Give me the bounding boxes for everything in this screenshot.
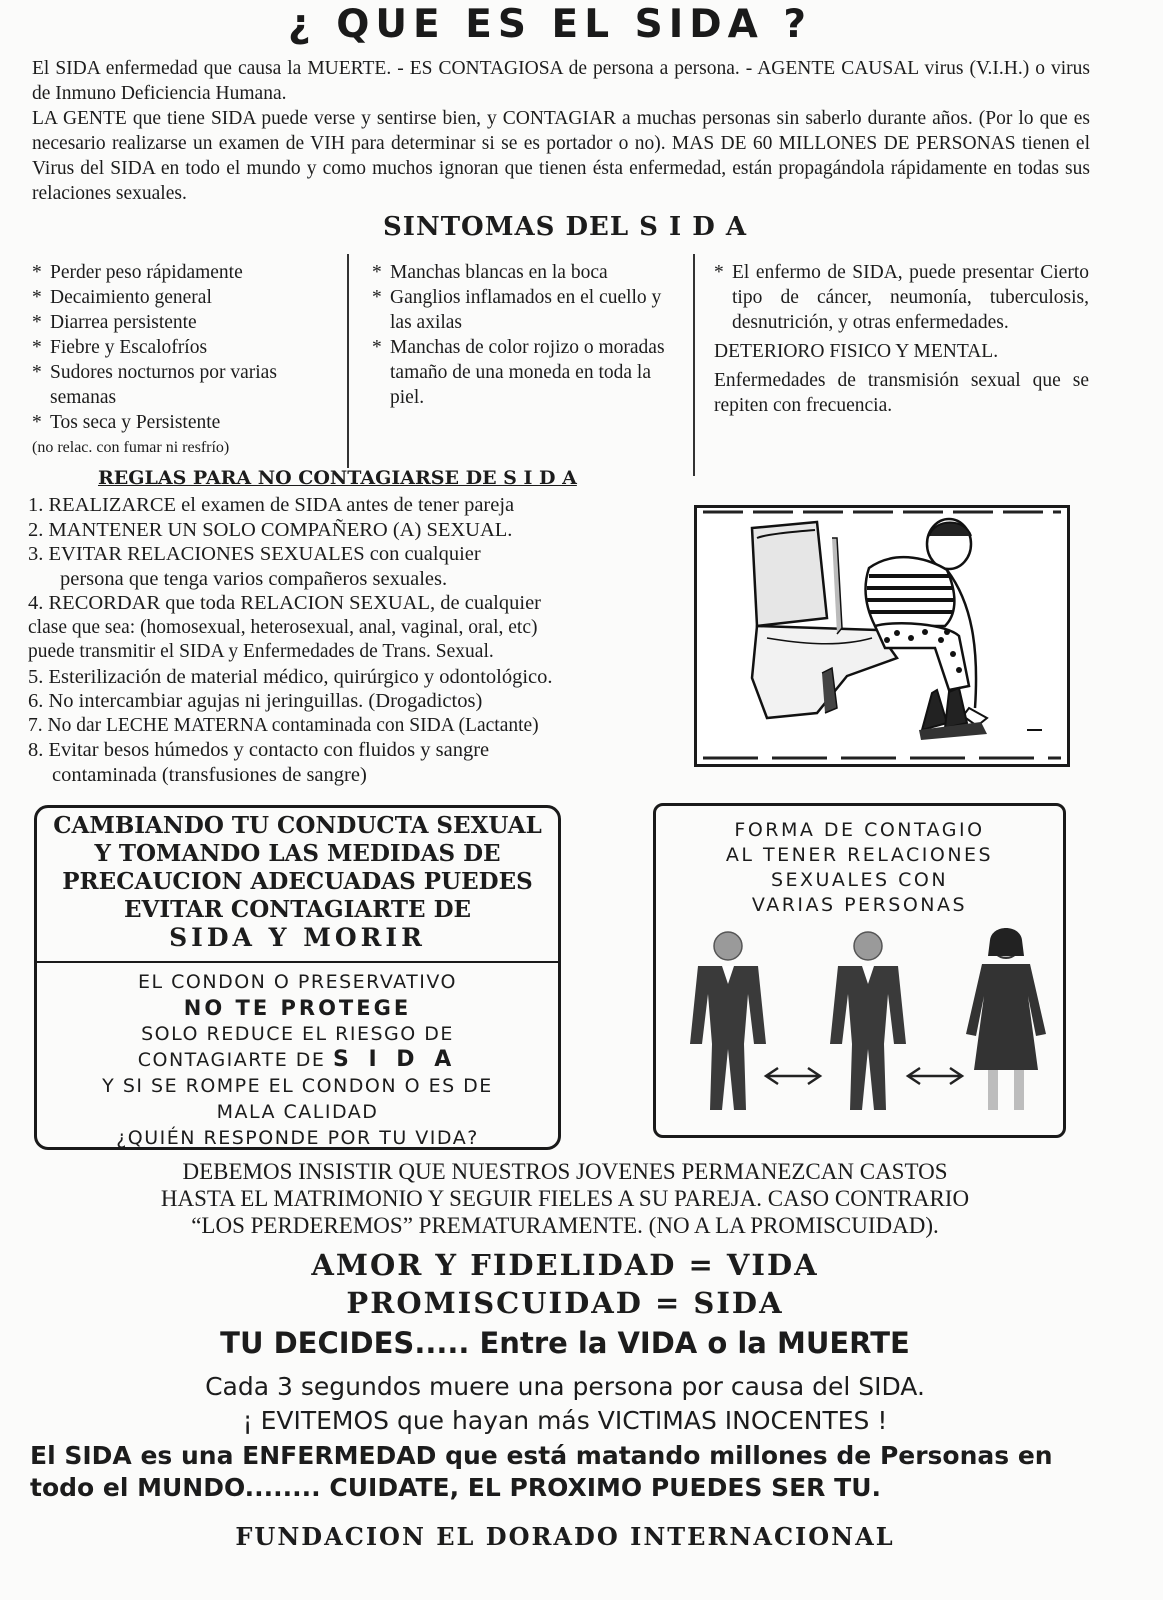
symptoms-heading: SINTOMAS DEL S I D A <box>383 212 747 242</box>
rule-line: puede transmitir el SIDA y Enfermedades de Trans. Sexual. <box>28 641 494 662</box>
asterisk-icon: * <box>32 287 42 308</box>
man-figure-icon <box>690 932 766 1110</box>
symptom-item: * Tos seca y Persistente <box>32 412 221 433</box>
symptom-item: * Manchas de color rojizo o moradas tamaño de una moneda en toda la piel. <box>372 337 665 408</box>
rule-line: 1. REALIZARCE el examen de SIDA antes de tener pareja <box>28 494 515 516</box>
page-title: ¿ QUE ES EL SIDA ? <box>288 2 812 47</box>
asterisk-icon: * <box>32 262 42 283</box>
people-figures <box>656 924 1063 1134</box>
rule-line: 3. EVITAR RELACIONES SEXUALES con cualquier <box>28 543 481 565</box>
rules-heading: REGLAS PARA NO CONTAGIARSE DE S I D A <box>98 467 577 489</box>
sick-person-illustration <box>697 508 1067 764</box>
woman-figure-icon <box>966 928 1046 1110</box>
symptom-note: (no relac. con fumar ni resfrío) <box>32 439 230 456</box>
contagion-heading: FORMA DE CONTAGIO AL TENER RELACIONES SEXUALES CON VARIAS PERSONAS <box>725 819 994 916</box>
symptom-item: * Manchas blancas en la boca <box>372 262 608 283</box>
rules-list <box>28 493 718 787</box>
double-arrow-icon <box>766 1068 820 1084</box>
illustration-sick-person <box>694 505 1070 767</box>
column-divider <box>347 254 349 468</box>
symptoms-column-2 <box>372 260 672 410</box>
asterisk-icon: * <box>372 337 382 358</box>
asterisk-icon: * <box>32 412 42 433</box>
ets-text: Enfermedades de transmisión sexual que se repiten con frecuencia. <box>714 370 1089 416</box>
rule-line: contaminada (transfusiones de sangre) <box>52 763 367 786</box>
decide-line: TU DECIDES..... Entre la VIDA o la MUERTE <box>220 1326 910 1360</box>
condom-message: EL CONDON O PRESERVATIVO NO TE PROTEGE SOLO REDUCE EL RIESGO DE CONTAGIARTE DE S I D A Y SI SE ROMPE EL CONDON O ES DE MALA CALIDAD ¿QUIÉN RESPONDE POR TU VIDA? <box>102 971 493 1149</box>
symptom-item: * Perder peso rápidamente <box>32 262 243 283</box>
column-divider <box>693 254 695 476</box>
asterisk-icon: * <box>32 362 42 383</box>
symptom-item: * Fiebre y Escalofríos <box>32 337 208 358</box>
rule-line: 8. Evitar besos húmedos y contacto con fluidos y sangre <box>28 739 490 761</box>
symptom-text: * El enfermo de SIDA, puede presentar Cierto tipo de cáncer, neumonía, tuberculosis, desnutrición, y otras enfermedades. <box>714 262 1089 333</box>
symptom-item: * Ganglios inflamados en el cuello y las axilas <box>372 287 662 333</box>
conduct-message: CAMBIANDO TU CONDUCTA SEXUAL Y TOMANDO LAS MEDIDAS DE PRECAUCION ADECUADAS PUEDES EVITAR CONTAGIARTE DE SIDA Y MORIR <box>37 808 558 963</box>
symptom-item: * Diarrea persistente <box>32 312 197 333</box>
rule-line: 5. Esterilización de material médico, quirúrgico y odontológico. <box>28 665 553 688</box>
asterisk-icon: * <box>372 262 382 283</box>
intro-section <box>32 56 1090 206</box>
promiscuity-equation: PROMISCUIDAD = SIDA <box>346 1286 784 1320</box>
asterisk-icon: * <box>372 287 382 308</box>
asterisk-icon: * <box>32 312 42 333</box>
rule-line: clase que sea: (homosexual, heterosexual, anal, vaginal, oral, etc) <box>28 616 538 638</box>
closing-statement: El SIDA es una ENFERMEDAD que está matando millones de Personas en todo el MUNDO........ CUIDATE, EL PROXIMO PUEDES SER TU. <box>30 1441 1053 1502</box>
symptoms-column-1 <box>32 260 342 460</box>
double-arrow-icon <box>908 1068 962 1084</box>
intro-paragraph-2: LA GENTE que tiene SIDA puede verse y sentirse bien, y CONTAGIAR a muchas personas sin saberlo durante años. (Por lo que es necesario realizarse un examen de VIH para determinar si se es portador o no). MAS DE 60 MILLONES DE PERSONAS tienen el Virus del SIDA en todo el mundo y como muchos ignoran que tienen ésta enfermedad, están propagándola rápidamente en todas sus relaciones sexuales. <box>32 108 1090 204</box>
man-figure-icon <box>830 932 906 1110</box>
statistic-lines: Cada 3 segundos muere una persona por causa del SIDA. ¡ EVITEMOS que hayan más VICTIMAS INOCENTES ! <box>205 1372 925 1435</box>
asterisk-icon: * <box>32 337 42 358</box>
symptom-item: * Sudores nocturnos por varias semanas <box>32 362 277 408</box>
love-equation: AMOR Y FIDELIDAD = VIDA <box>311 1248 819 1282</box>
foundation-name: FUNDACION EL DORADO INTERNACIONAL <box>235 1522 895 1551</box>
rule-line: 4. RECORDAR que toda RELACION SEXUAL, de cualquier <box>28 592 542 614</box>
rule-line: 2. MANTENER UN SOLO COMPAÑERO (A) SEXUAL. <box>28 518 513 541</box>
intro-paragraph-1: El SIDA enfermedad que causa la MUERTE. - ES CONTAGIOSA de persona a persona. - AGENTE CAUSAL virus (V.I.H.) o virus de Inmuno Deficiencia Humana. <box>32 58 1090 104</box>
asterisk-icon: * <box>714 262 724 283</box>
symptoms-column-3 <box>714 260 1089 418</box>
precaution-box <box>34 805 561 1150</box>
symptom-item: * Decaimiento general <box>32 287 212 308</box>
deterioro-text: DETERIORO FISICO Y MENTAL. <box>714 341 999 362</box>
rule-line: 6. No intercambiar agujas ni jeringuillas. (Drogadictos) <box>28 690 483 712</box>
contagion-box <box>653 803 1066 1138</box>
abstinence-paragraph: DEBEMOS INSISTIR QUE NUESTROS JOVENES PERMANEZCAN CASTOS HASTA EL MATRIMONIO Y SEGUIR FIELES A SU PAREJA. CASO CONTRARIO “LOS PERDEREMOS” PREMATURAMENTE. (NO A LA PROMISCUIDAD). <box>160 1159 970 1238</box>
rule-line: 7. No dar LECHE MATERNA contaminada con SIDA (Lactante) <box>28 714 539 736</box>
rule-line: persona que tenga varios compañeros sexuales. <box>60 567 448 590</box>
